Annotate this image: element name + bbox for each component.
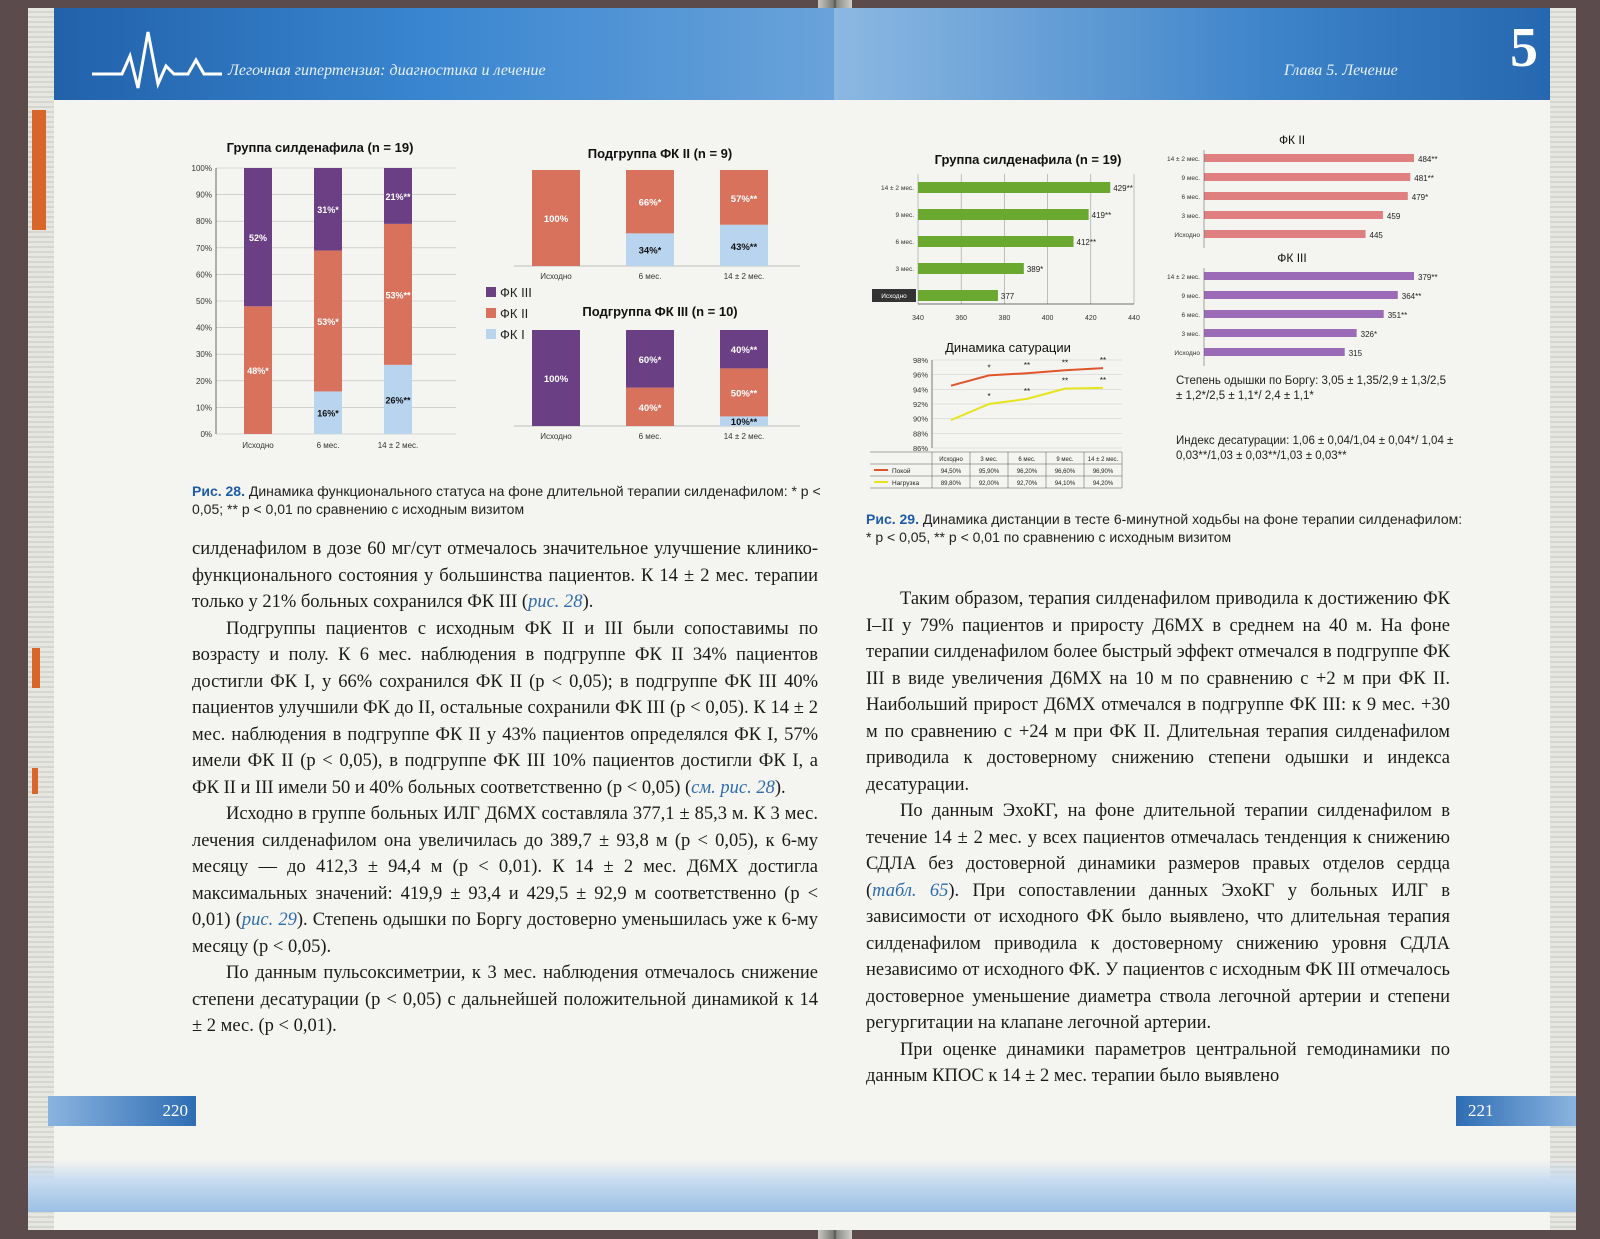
paragraph: По данным пульсоксиметрии, к 3 мес. наблюдения отмечалось снижение степени десатурации (p < 0,05) с дальнейшей положительной динамикой к 14 ± 2 мес. (p < 0,01). bbox=[192, 963, 818, 1036]
table-cell: 96,20% bbox=[1016, 469, 1038, 475]
x-tick-label: 14 ± 2 мес. bbox=[723, 272, 765, 281]
y-tick-label: 90% bbox=[195, 190, 212, 200]
data-label: 429** bbox=[1113, 184, 1133, 193]
x-tick-label: Исходно bbox=[242, 441, 274, 450]
page-number-left: 220 bbox=[48, 1096, 196, 1126]
x-tick-label: 14 ± 2 мес. bbox=[377, 441, 419, 450]
row-label: 6 мес. bbox=[1181, 312, 1200, 319]
data-label: 16%* bbox=[317, 408, 339, 419]
page-edge-right bbox=[1550, 8, 1576, 1230]
edge-tab-mark bbox=[32, 110, 46, 230]
y-tick-label: 0% bbox=[200, 430, 212, 439]
paragraph: Таким образом, терапия силденафилом приводила к достижению ФК I–II у 79% пациентов и приросту Д6МХ в среднем на 40 м. На фоне терапии силденафилом более быстрый эффект отмечался в подгруппе ФК III в виде увеличения Д6МХ на 10 м по сравнению с +2 м при ФК II. Наибольший прирост Д6МХ отмечался в подгруппе ФК III: к 9 мес. +30 м по сравнению с +24 м при ФК II. Длительная терапия силденафилом приводила к достоверному снижению степени одышки и индекса десатурации. bbox=[866, 589, 1450, 795]
x-tick-label: 440 bbox=[1128, 315, 1140, 322]
legend-swatch-fk1 bbox=[486, 329, 496, 339]
significance-mark: ** bbox=[1061, 358, 1069, 368]
x-tick-label: 6 мес. bbox=[638, 432, 662, 441]
table-cell: 94,20% bbox=[1092, 481, 1114, 487]
data-label: 21%** bbox=[385, 191, 411, 202]
x-tick-label: Исходно bbox=[540, 432, 572, 441]
bar bbox=[1204, 348, 1345, 356]
significance-mark: * bbox=[987, 363, 991, 373]
table-cell: 89,80% bbox=[940, 481, 962, 487]
y-tick-label: 96% bbox=[912, 370, 928, 380]
x-tick-label: 360 bbox=[955, 315, 968, 322]
right-footer-band bbox=[834, 1160, 1576, 1212]
bar bbox=[1204, 192, 1408, 200]
left-body-text bbox=[192, 536, 818, 1040]
legend-label: ФК III bbox=[500, 285, 532, 300]
data-label: 315 bbox=[1348, 349, 1363, 358]
data-label: 100% bbox=[543, 214, 569, 225]
bar bbox=[1204, 211, 1383, 219]
data-label: 34%* bbox=[638, 245, 662, 257]
chart-title: Подгруппа ФК III (n = 10) bbox=[582, 304, 738, 319]
fig29-walk-chart bbox=[868, 144, 1148, 334]
legend-swatch-fk3 bbox=[486, 287, 496, 297]
chart-title: ФК III bbox=[1277, 251, 1307, 265]
significance-mark: ** bbox=[1023, 386, 1031, 396]
x-tick-label: 14 ± 2 мес. bbox=[723, 432, 765, 441]
x-tick-label: 380 bbox=[998, 315, 1011, 322]
row-label: Исходно bbox=[1174, 350, 1200, 357]
data-label: 412** bbox=[1076, 238, 1097, 247]
data-label: 364** bbox=[1401, 292, 1422, 301]
y-tick-label: 86% bbox=[912, 444, 928, 453]
y-tick-label: 10% bbox=[195, 403, 212, 413]
table-header: 14 ± 2 мес. bbox=[1087, 457, 1119, 463]
data-label: 484** bbox=[1418, 155, 1438, 164]
y-tick-label: 20% bbox=[195, 376, 212, 386]
fig28-main-chart bbox=[180, 132, 520, 472]
fig29-fk2-chart bbox=[1144, 132, 1456, 248]
bar bbox=[1204, 154, 1414, 162]
x-tick-label: 6 мес. bbox=[638, 272, 662, 281]
data-label: 43%** bbox=[730, 241, 758, 253]
fig29-saturation-chart bbox=[868, 338, 1138, 500]
y-tick-label: 70% bbox=[195, 243, 212, 253]
running-head-left: Легочная гипертензия: диагностика и лечение bbox=[228, 62, 546, 79]
bar bbox=[1204, 173, 1410, 181]
y-tick-label: 60% bbox=[195, 270, 212, 280]
row-label: Исходно bbox=[1174, 232, 1200, 239]
significance-mark: ** bbox=[1023, 361, 1031, 371]
bar bbox=[1204, 272, 1414, 280]
bar bbox=[918, 182, 1110, 193]
table-header: 6 мес. bbox=[1018, 457, 1036, 463]
y-tick-label: 40% bbox=[195, 323, 212, 333]
chart-title: Динамика сатурации bbox=[945, 340, 1071, 355]
y-tick-label: 50% bbox=[195, 297, 212, 306]
significance-mark: ** bbox=[1061, 376, 1069, 386]
data-label: 459 bbox=[1386, 212, 1401, 221]
bar bbox=[918, 209, 1089, 220]
y-tick-label: 30% bbox=[195, 350, 212, 360]
bar bbox=[918, 263, 1024, 274]
row-label: Исходно bbox=[881, 293, 907, 300]
table-header: 3 мес. bbox=[980, 457, 998, 463]
y-tick-label: 94% bbox=[912, 385, 928, 395]
fig28-fk2-chart bbox=[510, 138, 810, 298]
table-header: Исходно bbox=[939, 457, 963, 463]
paragraph: По данным ЭхоКГ, на фоне длительной терапии силденафилом в течение 14 ± 2 мес. у всех пациентов отмечалась тенденция к снижению СДЛА без достоверной динамики размеров правых отделов сердца (табл. 65). При сопоставлении данных ЭхоКГ у больных ИЛГ в зависимости от исходного ФК было выявлено, что длительная терапия силденафилом приводила к достоверному снижению уровня СДЛА независимо от исходного ФК. У пациентов с исходным ФК III отмечалось достоверное уменьшение диаметра ствола легочной артерии и степени регургитации на клапане легочной артерии. bbox=[866, 801, 1450, 1033]
y-tick-label: 100% bbox=[191, 164, 212, 173]
data-label: 50%** bbox=[730, 388, 758, 400]
row-label: 14 ± 2 мес. bbox=[881, 185, 914, 192]
edge-tab-mark bbox=[32, 768, 38, 794]
page-number-right: 221 bbox=[1456, 1096, 1576, 1126]
table-cell: 96,90% bbox=[1092, 469, 1114, 475]
row-label: 9 мес. bbox=[1181, 293, 1200, 300]
bar bbox=[1204, 310, 1384, 318]
fig29-fk3-chart bbox=[1144, 250, 1456, 366]
data-label: 66%* bbox=[638, 197, 662, 209]
data-label: 10%** bbox=[730, 417, 758, 429]
table-cell: 92,00% bbox=[978, 481, 1000, 487]
chart-title: Подгруппа ФК II (n = 9) bbox=[587, 146, 733, 161]
data-label: 351** bbox=[1387, 311, 1408, 320]
significance-mark: * bbox=[987, 392, 991, 401]
row-label: 9 мес. bbox=[895, 212, 914, 219]
row-label: 14 ± 2 мес. bbox=[1167, 274, 1200, 281]
caption-text: Динамика функционального статуса на фоне длительной терапии силденафилом: * p < 0,05; ** p < 0,01 по сравнению с исходным визитом bbox=[192, 483, 821, 517]
figure-link[interactable]: см. рис. 28 bbox=[691, 777, 775, 798]
chart-title: Группа силденафила (n = 19) bbox=[934, 152, 1122, 167]
running-head-right: Глава 5. Лечение bbox=[1284, 62, 1398, 79]
table-link[interactable]: табл. 65 bbox=[872, 880, 949, 901]
left-footer-band bbox=[28, 1160, 836, 1212]
x-tick-label: 400 bbox=[1041, 315, 1054, 322]
caption-label: Рис. 29. bbox=[866, 511, 919, 527]
chart-title: ФК II bbox=[1278, 133, 1306, 147]
y-tick-label: 98% bbox=[912, 356, 928, 365]
significance-mark: ** bbox=[1099, 356, 1107, 366]
table-header: 9 мес. bbox=[1056, 457, 1074, 463]
row-label: 3 мес. bbox=[1181, 213, 1200, 220]
bar bbox=[1204, 291, 1398, 299]
edge-tab-mark bbox=[32, 648, 40, 688]
right-page bbox=[834, 8, 1576, 1230]
bar bbox=[1204, 230, 1366, 238]
y-tick-label: 88% bbox=[912, 429, 928, 439]
y-tick-label: 90% bbox=[912, 414, 928, 424]
data-label: 419** bbox=[1091, 211, 1112, 220]
data-label: 40%* bbox=[638, 402, 662, 414]
row-label: 3 мес. bbox=[1181, 331, 1200, 338]
legend-swatch-fk2 bbox=[486, 308, 496, 318]
x-tick-label: 420 bbox=[1084, 315, 1097, 322]
data-label: 100% bbox=[543, 374, 569, 385]
table-cell: 94,10% bbox=[1054, 481, 1076, 487]
table-cell: 94,50% bbox=[940, 469, 962, 475]
data-label: 31%* bbox=[317, 205, 339, 216]
row-label: 6 мес. bbox=[895, 239, 914, 246]
chapter-number: 5 bbox=[1510, 17, 1538, 79]
bar bbox=[918, 236, 1074, 247]
left-header-band bbox=[28, 8, 836, 100]
fig28-fk3-chart bbox=[510, 298, 810, 458]
y-tick-label: 92% bbox=[912, 400, 928, 409]
row-label: 3 мес. bbox=[895, 266, 914, 273]
row-label: Покой bbox=[892, 468, 911, 475]
data-label: 60%* bbox=[638, 354, 662, 366]
data-label: 53%** bbox=[385, 290, 411, 301]
row-label: 6 мес. bbox=[1181, 194, 1200, 201]
table-cell: 92,70% bbox=[1016, 481, 1038, 487]
paragraph: Исходно в группе больных ИЛГ Д6МХ составляла 377,1 ± 85,3 м. К 3 мес. лечения силденафилом она увеличилась до 389,7 ± 93,8 м (p < 0,05), к 6-му месяцу — до 412,3 ± 94,4 м (p < 0,01). К 14 ± 2 мес. Д6МХ достигла максимальных значений: 419,9 ± 93,4 и 429,5 ± 92,9 м соответственно (p < 0,01) (рис. 29). Степень одышки по Боргу достоверно уменьшилась уже к 6-му месяцу (p < 0,05). bbox=[192, 804, 818, 957]
x-tick-label: Исходно bbox=[540, 272, 572, 281]
data-label: 445 bbox=[1369, 231, 1383, 240]
fig29-caption bbox=[866, 510, 1464, 546]
y-tick-label: 80% bbox=[195, 217, 212, 227]
bar bbox=[918, 290, 998, 301]
fig28-caption bbox=[192, 482, 822, 518]
data-label: 379** bbox=[1418, 273, 1438, 282]
right-body-text bbox=[866, 586, 1450, 1090]
chart-title: Группа силденафила (n = 19) bbox=[226, 140, 414, 155]
table-cell: 96,60% bbox=[1054, 469, 1076, 475]
data-label: 389* bbox=[1026, 265, 1044, 274]
significance-mark: ** bbox=[1099, 375, 1107, 385]
ecg-heartbeat-icon bbox=[92, 26, 222, 96]
data-label: 479* bbox=[1411, 193, 1429, 202]
x-tick-label: 340 bbox=[912, 315, 924, 322]
row-label: 14 ± 2 мес. bbox=[1167, 156, 1200, 163]
paragraph: силденафилом в дозе 60 мг/сут отмечалось значительное улучшение клинико-функционального состояния у большинства пациентов. К 14 ± 2 мес. терапии только у 21% больных сохранился ФК III (рис. 28). bbox=[192, 539, 818, 612]
table-cell: 95,90% bbox=[978, 469, 1000, 475]
data-label: 48%* bbox=[247, 366, 269, 377]
data-label: 26%** bbox=[385, 395, 411, 406]
caption-text: Динамика дистанции в тесте 6-минутной ходьбы на фоне терапии силденафилом: * p < 0,05, ** p < 0,01 по сравнению с исходным визитом bbox=[866, 511, 1463, 545]
caption-label: Рис. 28. bbox=[192, 483, 245, 499]
data-label: 481** bbox=[1414, 174, 1434, 183]
bar bbox=[1204, 329, 1357, 337]
rest-line bbox=[951, 368, 1103, 386]
paragraph: Подгруппы пациентов с исходным ФК II и III были сопоставимы по возрасту и полу. К 6 мес. наблюдения в подгруппе ФК II 34% пациентов достигли ФК I, у 66% сохранился ФК II (p < 0,05); в подгруппе ФК III 40% пациентов улучшили ФК до II, остальные сохранили ФК III (p < 0,05). К 14 ± 2 мес. наблюдения в подгруппе ФК II у 43% пациентов определялся ФК I, 57% имели ФК II (p < 0,05), в подгруппе ФК III 10% пациентов достигли ФК I, а ФК II и III имели 50 и 40% больных соответственно (p < 0,05) (см. рис. 28). bbox=[192, 618, 818, 798]
legend-label: ФК II bbox=[500, 306, 529, 321]
legend-label: ФК I bbox=[500, 327, 525, 342]
data-label: 377 bbox=[1000, 292, 1015, 301]
figure-link[interactable]: рис. 29 bbox=[241, 910, 297, 930]
paragraph: При оценке динамики параметров центральной гемодинамики по данным КПОС к 14 ± 2 мес. терапии было выявлено bbox=[866, 1039, 1450, 1086]
data-label: 53%* bbox=[317, 316, 339, 327]
data-label: 326* bbox=[1360, 330, 1378, 339]
desaturation-index-note: Индекс десатурации: 1,06 ± 0,04/1,04 ± 0,04*/ 1,04 ± 0,03**/1,03 ± 0,03**/1,03 ± 0,03** bbox=[1176, 435, 1454, 462]
x-tick-label: 6 мес. bbox=[316, 441, 340, 450]
row-label: Нагрузка bbox=[892, 480, 920, 487]
data-label: 52% bbox=[248, 233, 268, 244]
figure-link[interactable]: рис. 28 bbox=[528, 592, 583, 612]
left-page bbox=[28, 8, 836, 1230]
data-label: 57%** bbox=[730, 193, 758, 205]
row-label: 9 мес. bbox=[1181, 175, 1200, 182]
data-label: 40%** bbox=[730, 345, 758, 357]
borg-scale-note: Степень одышки по Боргу: 3,05 ± 1,35/2,9 ± 1,3/2,5 ± 1,2*/2,5 ± 1,1*/ 2,4 ± 1,1* bbox=[1176, 375, 1447, 402]
right-header-band bbox=[834, 8, 1576, 100]
